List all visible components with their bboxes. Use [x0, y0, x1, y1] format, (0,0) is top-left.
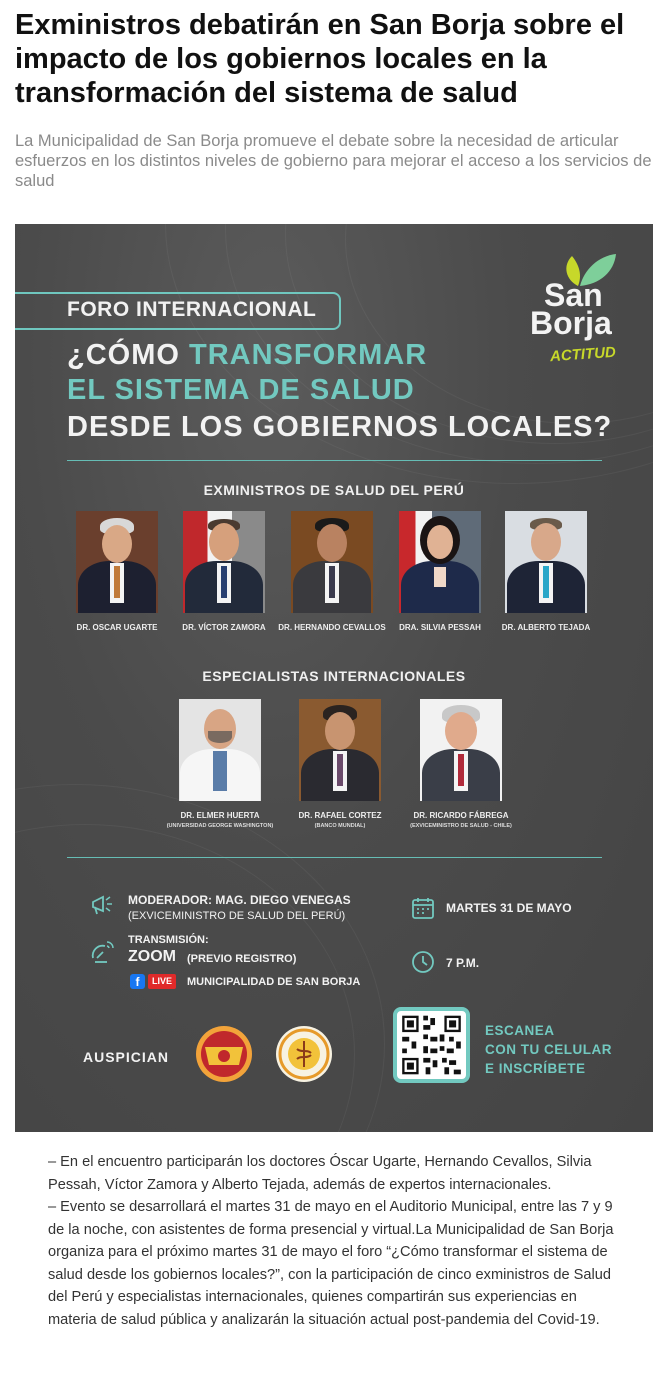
specialist-name: DR. RAFAEL CORTEZ	[298, 811, 382, 820]
registration-qr-code[interactable]	[393, 1007, 470, 1083]
question-line-3: DESDE LOS GOBIERNOS LOCALES?	[67, 411, 613, 443]
zoom-note: (PREVIO REGISTRO)	[187, 953, 297, 965]
minister-name: DR. ALBERTO TEJADA	[501, 623, 591, 632]
qr-line-3: E INSCRÍBETE	[485, 1061, 586, 1076]
article-body	[48, 1151, 618, 1331]
qr-line-2: CON TU CELULAR	[485, 1042, 612, 1057]
moderator-label: MODERADOR: MAG. DIEGO VENEGAS	[128, 893, 351, 907]
minister-name: DR. VÍCTOR ZAMORA	[182, 623, 266, 632]
article-headline: Exministros debatirán en San Borja sobre el impacto de los gobiernos locales en la transformación del sistema de salud	[15, 9, 625, 109]
article-paragraph: – En el encuentro participarán los doctores Óscar Ugarte, Hernando Cevallos, Silvia Pessah, Víctor Zamora y Alberto Tejada, además de expertos internacionales.	[48, 1154, 592, 1193]
specialist-affiliation: (UNIVERSIDAD GEORGE WASHINGTON)	[166, 823, 274, 829]
minister-photo	[291, 511, 373, 613]
specialist-photo	[420, 699, 502, 801]
foro-label: FORO INTERNACIONAL	[67, 298, 317, 321]
event-time: 7 P.M.	[446, 956, 480, 970]
ministers-title: EXMINISTROS DE SALUD DEL PERÚ	[203, 482, 465, 498]
qr-line-1: ESCANEA	[485, 1023, 555, 1038]
specialist-name: DR. RICARDO FÁBREGA	[413, 811, 509, 820]
divider-top	[67, 460, 602, 461]
specialist-name: DR. ELMER HUERTA	[180, 811, 260, 820]
satellite-icon	[89, 938, 115, 964]
specialist-affiliation: (BANCO MUNDIAL)	[314, 823, 366, 829]
moderator-role: (EXVICEMINISTRO DE SALUD DEL PERÚ)	[128, 910, 346, 922]
zoom-label: ZOOM	[128, 948, 176, 965]
specialists-title: ESPECIALISTAS INTERNACIONALES	[202, 668, 466, 684]
minister-photo	[399, 511, 481, 613]
qr-code-icon	[397, 1011, 466, 1079]
minister-photo	[505, 511, 587, 613]
megaphone-icon	[89, 892, 115, 918]
minister-name: DRA. SILVIA PESSAH	[399, 623, 481, 632]
divider-bottom	[67, 857, 602, 858]
sponsors-label: AUSPICIAN	[83, 1049, 170, 1065]
minister-photo	[183, 511, 265, 613]
event-date: MARTES 31 DE MAYO	[446, 901, 572, 915]
calendar-icon	[410, 895, 436, 921]
article-subtitle: La Municipalidad de San Borja promueve el debate sobre la necesidad de articular esfuerzos en los distintos niveles de gobierno para mejorar el acceso a los servicios de salud	[15, 132, 652, 190]
minister-name: DR. HERNANDO CEVALLOS	[278, 623, 386, 632]
specialist-affiliation: (EXVICEMINISTRO DE SALUD - CHILE)	[410, 823, 512, 829]
sponsor-seal-1	[195, 1025, 253, 1083]
specialist-photo	[299, 699, 381, 801]
live-badge: LIVE	[148, 974, 176, 989]
minister-photo	[76, 511, 158, 613]
san-borja-logo: San Borja ACTITUD	[520, 250, 630, 380]
facebook-icon: f	[130, 974, 145, 989]
facebook-page: MUNICIPALIDAD DE SAN BORJA	[187, 976, 361, 988]
specialist-photo	[179, 699, 261, 801]
transmission-label: TRANSMISIÓN:	[128, 934, 209, 946]
sponsor-seal-2	[275, 1025, 333, 1083]
question-line-1: ¿CÓMO TRANSFORMAR	[67, 339, 428, 371]
article-paragraph: – Evento se desarrollará el martes 31 de mayo en el Auditorio Municipal, entre las 7 y 9 de la noche, con asistentes de forma presencial y virtual.La Municipalidad de San Borja organiza para el próximo martes 31 de mayo el foro “¿Cómo transformar el sistema de salud desde los gobiernos locales?”, con la participación de cinco exministros de Salud del Perú y especialistas internacionales, quienes compartirán sus experiencias en materia de salud pública y analizarán la situación actual post-pandemia del Covid-19.	[48, 1199, 614, 1328]
event-poster	[15, 224, 653, 1132]
minister-name: DR. OSCAR UGARTE	[76, 623, 158, 632]
question-line-2: EL SISTEMA DE SALUD	[67, 374, 415, 406]
clock-icon	[410, 949, 436, 975]
